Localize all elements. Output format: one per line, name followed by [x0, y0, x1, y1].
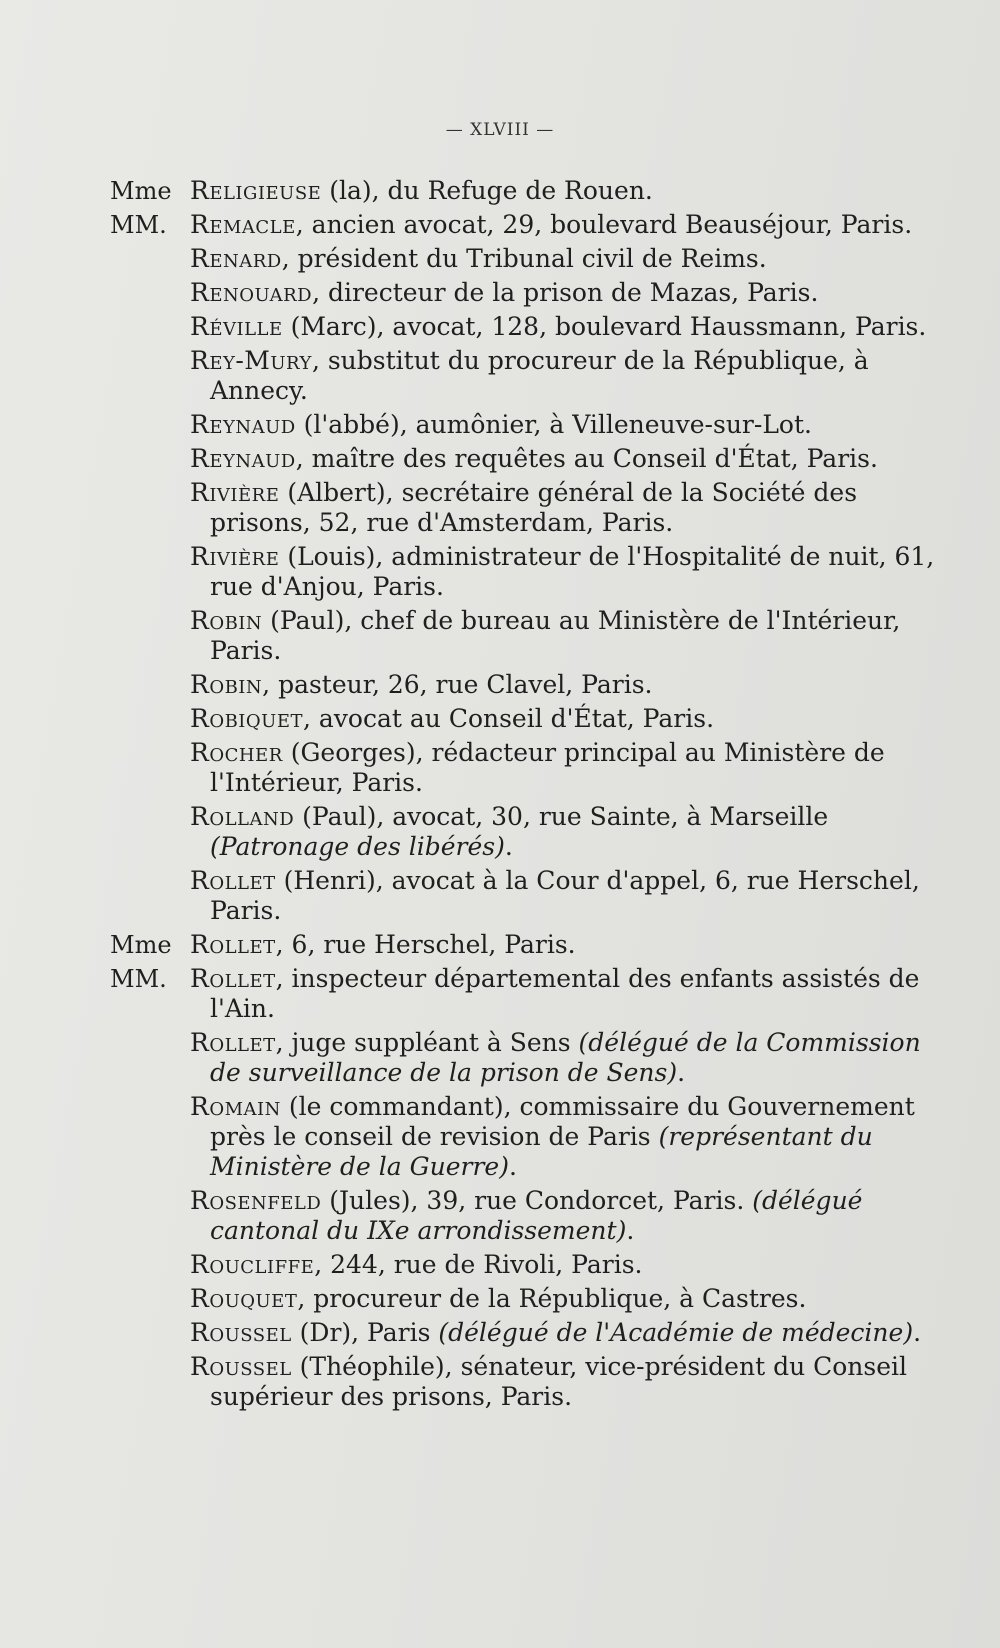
- list-item: [110, 278, 950, 308]
- entry-details: , 244, rue de Rivoli, Paris.: [314, 1250, 643, 1279]
- entry-prefix: Mme: [110, 177, 172, 205]
- list-item: [110, 312, 950, 342]
- entry-text: [190, 930, 950, 960]
- entry-details: , maître des requêtes au Conseil d'État, Paris.: [295, 444, 878, 473]
- list-item: [110, 444, 950, 474]
- entry-details: , ancien avocat, 29, boulevard Beauséjour, Paris.: [295, 210, 913, 239]
- entry-name: Rocher: [190, 738, 283, 767]
- entry-details: , avocat au Conseil d'État, Paris.: [303, 704, 715, 733]
- list-item: [110, 738, 950, 798]
- list-item: [110, 964, 950, 1024]
- entry-text: [190, 738, 950, 798]
- entry-name: Reynaud: [190, 410, 296, 439]
- entry-name: Rivière: [190, 478, 280, 507]
- entry-name: Roussel: [190, 1352, 292, 1381]
- entry-text: [190, 704, 950, 734]
- entry-name: Rosenfeld: [190, 1186, 322, 1215]
- entry-text: [190, 1250, 950, 1280]
- entry-text: [190, 1092, 950, 1182]
- entry-text: [190, 606, 950, 666]
- list-item: [110, 704, 950, 734]
- entry-text: [190, 670, 950, 700]
- entry-details: (le commandant), commissaire du Gouvernement près le conseil de revision de Paris: [210, 1092, 915, 1151]
- entry-tail: .: [677, 1058, 686, 1087]
- entry-text: [190, 542, 950, 602]
- entry-name: Rollet: [190, 964, 276, 993]
- list-item: [110, 176, 950, 206]
- entry-details: (Marc), avocat, 128, boulevard Haussmann, Paris.: [282, 312, 927, 341]
- list-item: [110, 930, 950, 960]
- entry-prefix: MM.: [110, 965, 167, 993]
- entry-note: (délégué cantonal du IXe arrondissement): [210, 1186, 863, 1245]
- entry-name: Robin: [190, 670, 263, 699]
- member-list: [110, 176, 950, 1416]
- entry-name: Reynaud: [190, 444, 296, 473]
- entry-name: Romain: [190, 1092, 281, 1121]
- list-item: [110, 1186, 950, 1246]
- entry-details: , président du Tribunal civil de Reims.: [281, 244, 767, 273]
- page-folio: — XLVIII —: [445, 120, 555, 140]
- entry-name: Rey-Mury: [190, 346, 312, 375]
- entry-prefix: Mme: [110, 931, 172, 959]
- entry-details: , juge suppléant à Sens: [275, 1028, 579, 1057]
- entry-details: (Louis), administrateur de l'Hospitalité de nuit, 61, rue d'Anjou, Paris.: [210, 542, 935, 601]
- entry-name: Rollet: [190, 930, 276, 959]
- entry-text: [190, 444, 950, 474]
- entry-text: [190, 478, 950, 538]
- list-item: [110, 670, 950, 700]
- entry-text: [190, 410, 950, 440]
- entry-details: (Paul), avocat, 30, rue Sainte, à Marseille: [294, 802, 829, 831]
- entry-tail: .: [504, 832, 513, 861]
- entry-name: Remacle: [190, 210, 296, 239]
- entry-text: [190, 802, 950, 862]
- list-item: [110, 606, 950, 666]
- entry-name: Renouard: [190, 278, 313, 307]
- entry-name: Roussel: [190, 1318, 292, 1347]
- entry-name: Réville: [190, 312, 283, 341]
- entry-note: (Patronage des libérés): [210, 832, 505, 861]
- entry-details: (l'abbé), aumônier, à Villeneuve-sur-Lot.: [295, 410, 812, 439]
- entry-tail: .: [508, 1152, 517, 1181]
- entry-text: [190, 964, 950, 1024]
- entry-details: (Albert), secrétaire général de la Société des prisons, 52, rue d'Amsterdam, Paris.: [210, 478, 858, 537]
- list-item: [110, 866, 950, 926]
- entry-details: (Théophile), sénateur, vice-président du Conseil supérieur des prisons, Paris.: [210, 1352, 908, 1411]
- list-item: [110, 1352, 950, 1412]
- entry-name: Robin: [190, 606, 263, 635]
- list-item: [110, 802, 950, 862]
- entry-details: , substitut du procureur de la République, à Annecy.: [210, 346, 869, 405]
- entry-note: (délégué de la Commission de surveillance de la prison de Sens): [210, 1028, 921, 1087]
- entry-text: [190, 1284, 950, 1314]
- list-item: [110, 1284, 950, 1314]
- list-item: [110, 410, 950, 440]
- list-item: [110, 244, 950, 274]
- entry-name: Roucliffe: [190, 1250, 315, 1279]
- entry-text: [190, 210, 950, 240]
- entry-details: (Henri), avocat à la Cour d'appel, 6, rue Herschel, Paris.: [210, 866, 920, 925]
- entry-note: (délégué de l'Académie de médecine): [438, 1318, 914, 1347]
- entry-name: Rolland: [190, 802, 295, 831]
- entry-tail: .: [626, 1216, 635, 1245]
- entry-name: Robiquet: [190, 704, 303, 733]
- entry-details: (Georges), rédacteur principal au Ministère de l'Intérieur, Paris.: [210, 738, 885, 797]
- entry-text: [190, 1352, 950, 1412]
- entry-name: Rouquet: [190, 1284, 298, 1313]
- entry-details: , procureur de la République, à Castres.: [297, 1284, 807, 1313]
- list-item: [110, 478, 950, 538]
- entry-details: (la), du Refuge de Rouen.: [321, 176, 653, 205]
- entry-tail: .: [913, 1318, 922, 1347]
- entry-name: Religieuse: [190, 176, 322, 205]
- entry-text: [190, 1186, 950, 1246]
- entry-details: (Jules), 39, rue Condorcet, Paris.: [321, 1186, 753, 1215]
- entry-details: (Paul), chef de bureau au Ministère de l'Intérieur, Paris.: [210, 606, 901, 665]
- entry-details: , inspecteur départemental des enfants assistés de l'Ain.: [210, 964, 920, 1023]
- list-item: [110, 210, 950, 240]
- entry-name: Rollet: [190, 1028, 276, 1057]
- list-item: [110, 346, 950, 406]
- entry-details: , 6, rue Herschel, Paris.: [275, 930, 576, 959]
- entry-text: [190, 866, 950, 926]
- entry-text: [190, 1028, 950, 1088]
- list-item: [110, 1250, 950, 1280]
- entry-name: Rollet: [190, 866, 276, 895]
- entry-text: [190, 312, 950, 342]
- entry-note: (représentant du Ministère de la Guerre): [210, 1122, 873, 1181]
- list-item: [110, 1092, 950, 1182]
- entry-text: [190, 346, 950, 406]
- entry-name: Rivière: [190, 542, 280, 571]
- entry-text: [190, 1318, 950, 1348]
- entry-details: , directeur de la prison de Mazas, Paris.: [312, 278, 819, 307]
- entry-text: [190, 244, 950, 274]
- list-item: [110, 1318, 950, 1348]
- list-item: [110, 542, 950, 602]
- entry-name: Renard: [190, 244, 282, 273]
- entry-text: [190, 278, 950, 308]
- list-item: [110, 1028, 950, 1088]
- entry-prefix: MM.: [110, 211, 167, 239]
- entry-details: (Dr), Paris: [291, 1318, 439, 1347]
- entry-details: , pasteur, 26, rue Clavel, Paris.: [262, 670, 653, 699]
- entry-text: [190, 176, 950, 206]
